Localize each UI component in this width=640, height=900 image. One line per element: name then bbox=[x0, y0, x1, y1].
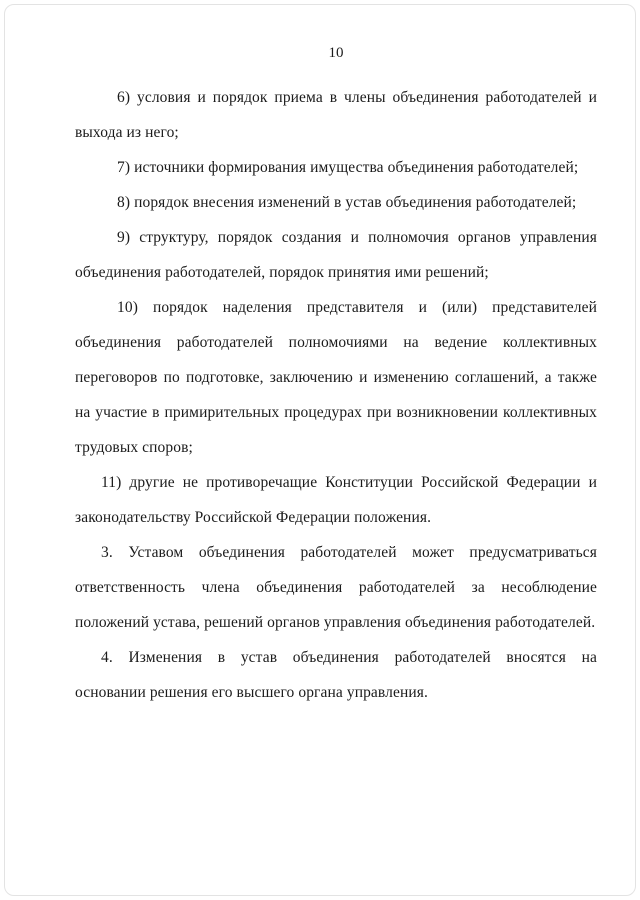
text-line: объединения работодателей полномочиями на ведение коллективных bbox=[75, 334, 597, 351]
text-line: 7) источники формирования имущества объединения работодателей; bbox=[117, 159, 579, 176]
text-line: на участие в примирительных процедурах при возникновении коллективных bbox=[75, 404, 597, 421]
text-line: 3. Уставом объединения работодателей может предусматриваться bbox=[101, 544, 597, 561]
text-line: основании решения его высшего органа управления. bbox=[75, 684, 428, 701]
paragraph-item-11 bbox=[75, 465, 597, 535]
text-line: положений устава, решений органов управления объединения работодателей. bbox=[75, 614, 596, 631]
text-line: объединения работодателей, порядок принятия ими решений; bbox=[75, 264, 489, 281]
page-sheet bbox=[4, 4, 636, 896]
paragraph-item-10 bbox=[75, 290, 597, 465]
text-line: законодательству Российской Федерации положения. bbox=[75, 509, 432, 526]
text-line: трудовых споров; bbox=[75, 439, 193, 456]
text-line: 6) условия и порядок приема в члены объединения работодателей и bbox=[117, 89, 597, 106]
text-line: 8) порядок внесения изменений в устав объединения работодателей; bbox=[117, 194, 577, 211]
paragraph-item-9 bbox=[75, 220, 597, 290]
document-body bbox=[75, 80, 597, 710]
paragraph-clause-3 bbox=[75, 535, 597, 640]
paragraph-item-6 bbox=[75, 80, 597, 150]
text-line: ответственность члена объединения работодателей за несоблюдение bbox=[75, 579, 597, 596]
text-line: 10) порядок наделения представителя и (или) представителей bbox=[117, 299, 597, 316]
text-line: выхода из него; bbox=[75, 124, 179, 141]
text-line: 11) другие не противоречащие Конституции Российской Федерации и bbox=[101, 474, 597, 491]
page-number: 10 bbox=[328, 45, 344, 61]
text-line: 4. Изменения в устав объединения работодателей вносятся на bbox=[101, 649, 597, 666]
text-line: переговоров по подготовке, заключению и изменению соглашений, а также bbox=[75, 369, 597, 386]
text-line: 9) структуру, порядок создания и полномочия органов управления bbox=[117, 229, 597, 246]
paragraph-item-8 bbox=[75, 185, 597, 220]
paragraph-item-7 bbox=[75, 150, 597, 185]
paragraph-clause-4 bbox=[75, 640, 597, 710]
